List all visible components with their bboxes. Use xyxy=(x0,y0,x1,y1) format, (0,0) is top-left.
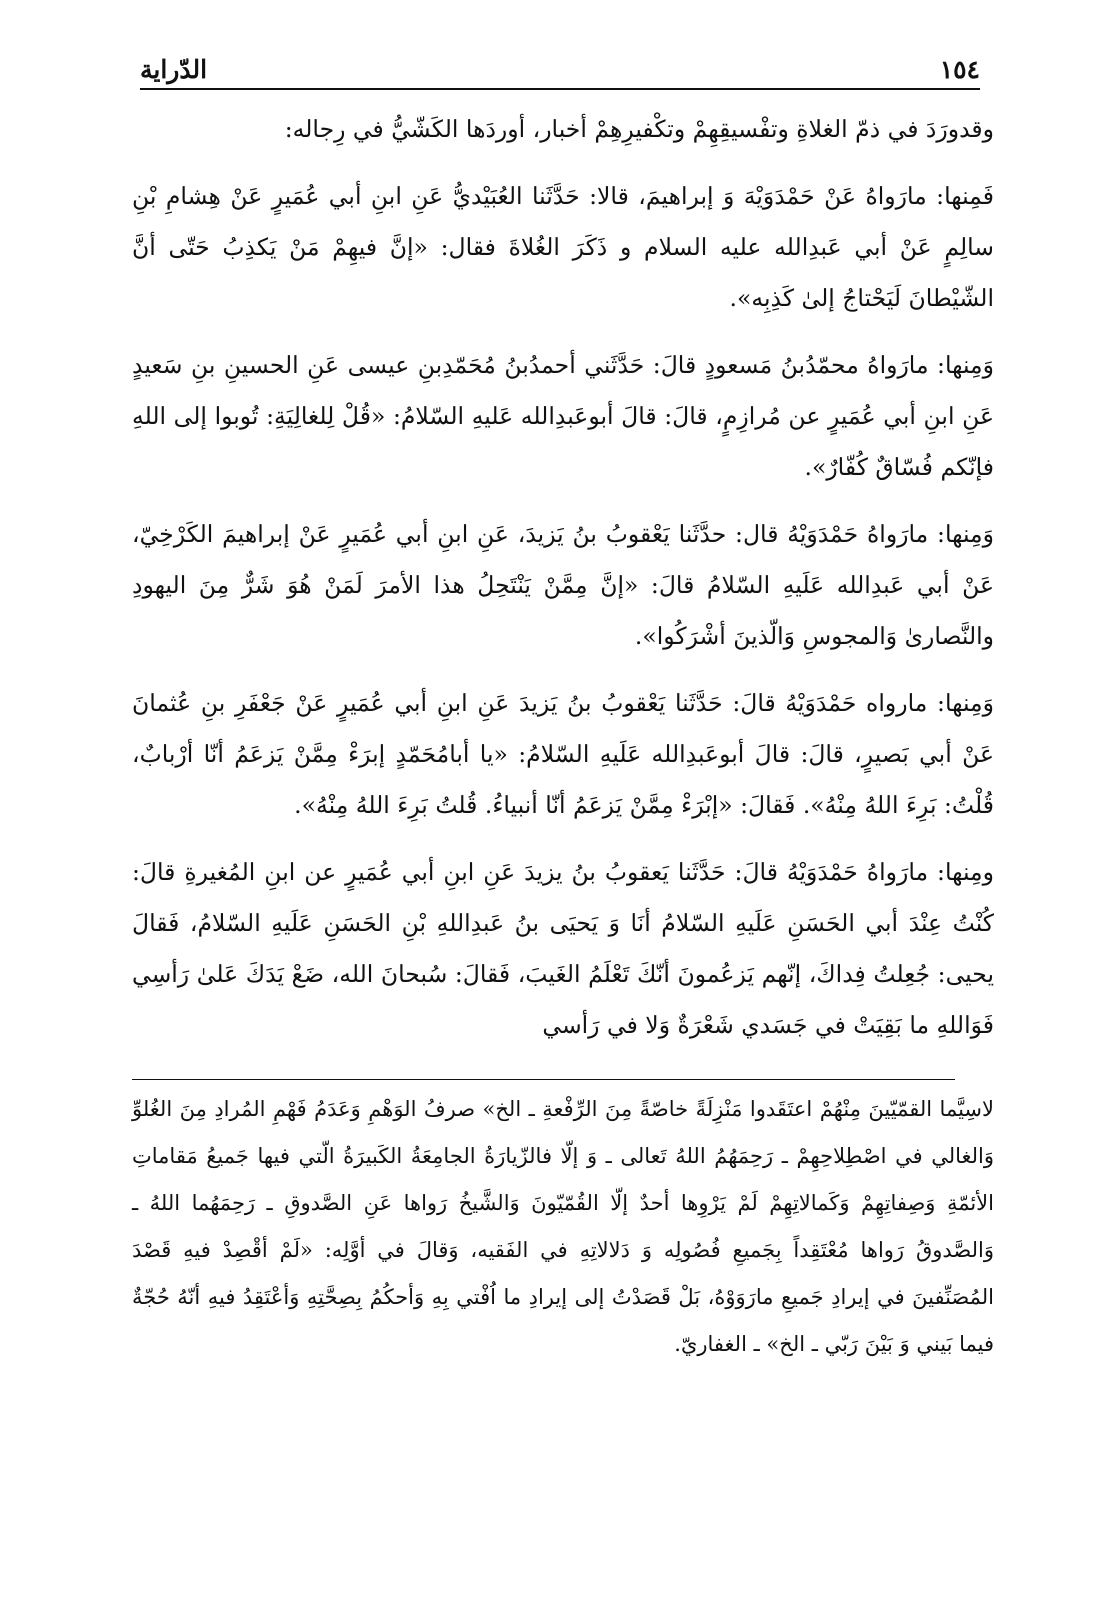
running-head-title: الدّراية xyxy=(140,55,208,84)
page-number: ١٥٤ xyxy=(939,55,980,84)
paragraph-narration-3: وَمِنها: مارَواهُ حَمْدَوَيْهُ قال: حدَّثَنا يَعْقوبُ بنُ يَزيدَ، عَنِ ابنِ أبي عُمَيرٍ عَنْ إبراهيمَ الكَرْخِيّ، عَنْ أبي عَبدِالله عَلَيهِ السّلامُ قالَ: «إنَّ مِمَّنْ يَنْتَحِلُ هذا الأمرَ لَمَنْ هُوَ شَرٌّ مِنَ اليهودِ والنَّصارىٰ وَالمجوسِ وَالّذينَ أشْرَكُوا». xyxy=(132,520,994,650)
paragraph-narration-2: وَمِنها: مارَواهُ محمّدُبنُ مَسعودٍ قالَ: حَدَّثَني أحمدُبنُ مُحَمّدِبنِ عيسى عَنِ الحسينِ بنِ سَعيدٍ عَنِ ابنِ أبي عُمَيرٍ عن مُرازِمٍ، قالَ: قالَ أبوعَبدِالله عَليهِ السّلامُ: «قُلْ لِلغالِيَةِ: تُوبوا إلى اللهِ فإنّكم فُسّاقٌ كُفّارٌ». xyxy=(132,351,994,481)
paragraph-narration-4: وَمِنها: مارواه حَمْدَوَيْهُ قالَ: حَدَّثَنا يَعْقوبُ بنُ يَزيدَ عَنِ ابنِ أبي عُمَيرٍ عَنْ جَعْفَرِ بنِ عُثمانَ عَنْ أبي بَصيرٍ، قالَ: قالَ أبوعَبدِالله عَلَيهِ السّلامُ: «يا أبامُحَمّدٍ إبرَءْ مِمَّنْ يَزعَمُ أنّا أرْبابٌ، قُلْتُ: بَرِءَ اللهُ مِنْهُ». فَقالَ: «إبْرَءْ مِمَّنْ يَزعَمُ أنّا أنبياءُ. قُلتُ بَرِءَ اللهُ مِنْهُ». xyxy=(132,689,994,819)
footnote-rule xyxy=(132,1079,955,1080)
header-rule xyxy=(140,88,980,90)
footnote: لاسِيَّما القمّيّينَ مِنْهُمْ اعتَقَدوا مَنْزِلَةً خاصّةً مِنَ الرِّفْعةِ ـ الخ» صرفُ الوَهْمِ وَعَدَمُ فَهْمِ المُرادِ مِنَ الغُلوِّ وَالغالي في اصْطِلاحِهِمْ ـ رَحِمَهُمُ اللهُ تَعالى ـ وَ إلّا فالزّيارَةُ الجامِعَةُ الكَبيرَةُ الّتي فيها جَميعُ مَقاماتِ الأئمّةِ وَصِفاتِهِمْ وَكَمالاتِهِمْ لَمْ يَرْوِها أحدٌ إلّا القُمّيّونَ وَالشَّيخُ رَواها عَنِ الصَّدوقِ ـ رَحِمَهُما اللهُ ـ وَالصَّدوقُ رَواها مُعْتَقِداً بِجَميعِ فُصُولِه وَ دَلالاتِهِ في الفَقيه، وَقالَ في أوَّلِه: «لَمْ أقْصِدْ فيهِ قَصْدَ المُصَنِّفينَ في إيرادِ جَميعِ مارَوَوْهُ، بَلْ قَصَدْتُ إلى إيرادِ ما اُفْتي بِهِ وَأحكُمُ بِصِحَّتِهِ وَأعْتَقِدُ فيهِ أنّهُ حُجّةٌ فيما بَيني وَ بَيْنَ رَبّي ـ الخ» ـ الغفاريّ. xyxy=(132,1097,994,1356)
paragraph-narration-1: فَمِنها: مارَواهُ عَنْ حَمْدَوَيْهَ وَ إبراهيمَ، قالا: حَدَّثَنا العُبَيْديُّ عَنِ ابنِ أبي عُمَيرٍ عَنْ هِشامِ بْنِ سالِمٍ عَنْ أبي عَبدِالله عليه السلام و ذَكَرَ الغُلاةَ فقال: «إنَّ فيهِمْ مَنْ يَكذِبُ حَتّى أنَّ الشّيْطانَ لَيَحْتاجُ إلىٰ كَذِبِه». xyxy=(132,182,994,312)
running-head xyxy=(140,44,980,84)
paragraph-intro: وقدورَدَ في ذمّ الغلاةِ وتفْسيقِهِمْ وتكْفيرِهِمْ أخبار، أوردَها الكَشّيُّ في رِجاله: xyxy=(284,115,994,143)
paragraph-narration-5: ومِنها: مارَواهُ حَمْدَوَيْهُ قالَ: حَدَّثَنا يَعقوبُ بنُ يزيدَ عَنِ ابنِ أبي عُمَيرٍ عن ابنِ المُغيرةِ قالَ: كُنْتُ عِنْدَ أبي الحَسَنِ عَلَيهِ السّلامُ أنَا وَ يَحيَى بنُ عَبدِاللهِ بْنِ الحَسَنِ عَلَيهِ السّلامُ، فَقالَ يحيى: جُعِلتُ فِداكَ، إنّهم يَزعُمونَ أنّكَ تَعْلَمُ الغَيبَ، فَقالَ: سُبحانَ الله، ضَعْ يَدَكَ عَلىٰ رَأسِي فَوَاللهِ ما بَقِيَتْ في جَسَدي شَعْرَةٌ وَلا في رَأسي xyxy=(132,858,994,1039)
main-text xyxy=(132,104,994,1067)
